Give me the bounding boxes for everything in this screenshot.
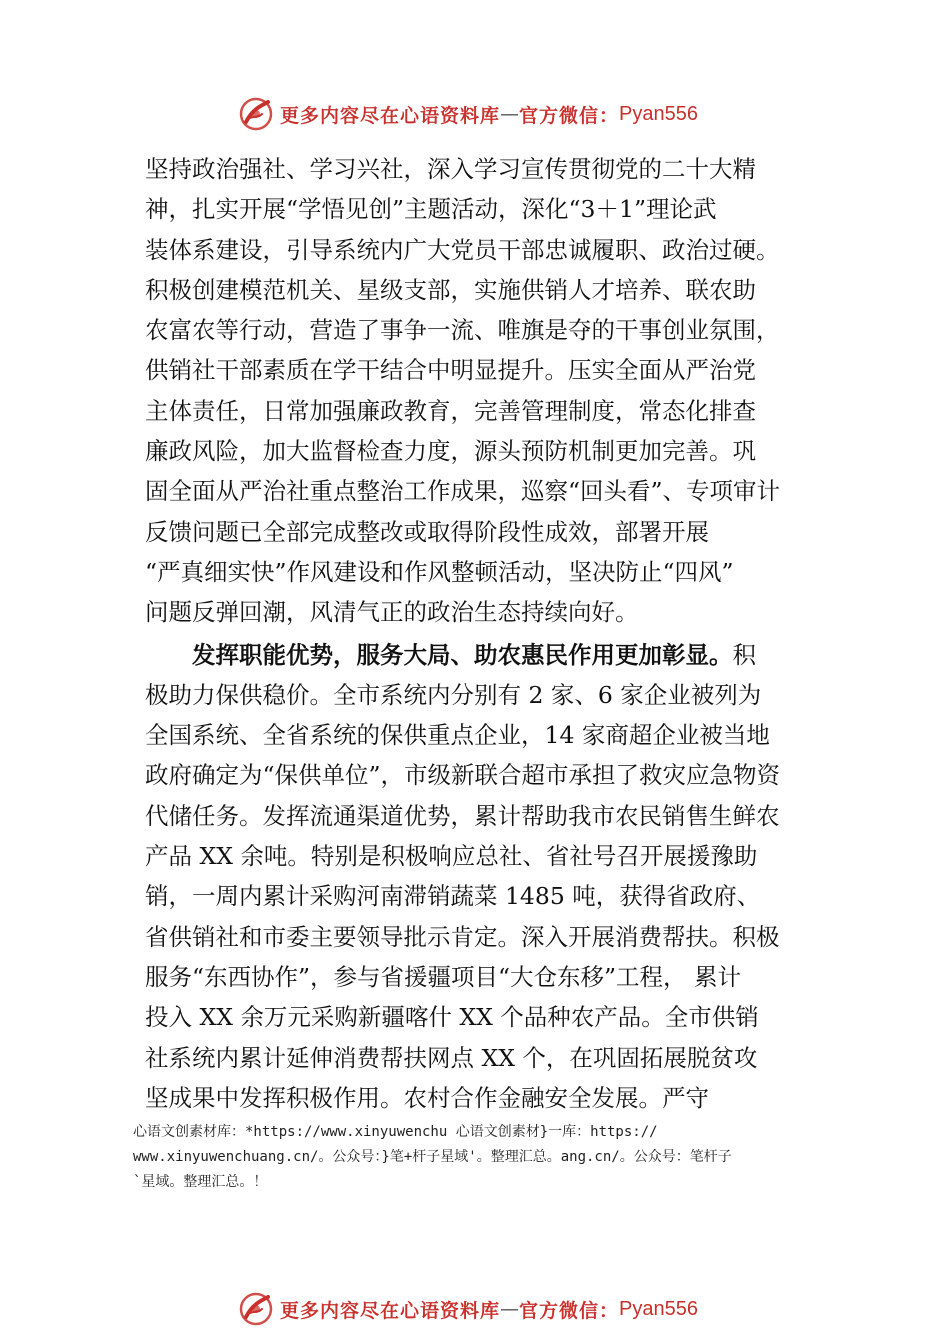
document-body — [145, 149, 820, 1118]
text-line: 销，一周内累计采购河南滞销蔬菜 1485 吨，获得省政府、 — [145, 882, 761, 911]
text-line: 极助力保供稳价。全市系统内分别有 2 家、6 家企业被列为 — [145, 680, 762, 709]
text-line: “严真细实快”作风建设和作风整顿活动，坚决防止“四风” — [145, 557, 734, 586]
paragraph-2 — [145, 635, 820, 1119]
brush-stroke-logo-icon — [238, 1291, 274, 1327]
header-banner — [238, 94, 698, 134]
text-line: 代储任务。发挥流通渠道优势，累计帮助我市农民销售生鲜农 — [145, 801, 780, 830]
text-line: 服务“东西协作”，参与省援疆项目“大仓东移”工程， 累计 — [145, 962, 742, 991]
text-line: 农富农等行动，营造了事争一流、唯旗是夺的干事创业氛围， — [145, 316, 780, 345]
brush-stroke-logo-icon — [238, 96, 274, 132]
footer-note-line: www.xinyuwenchuang.cn/。公众号：}笔+杆子星域'。整理汇总。ang.cn/。公众号：笔杆子 — [133, 1149, 732, 1165]
text-line: 供销社干部素质在学干结合中明显提升。压实全面从严治党 — [145, 356, 756, 385]
text-line: 坚成果中发挥积极作用。农村合作金融安全发展。严守 — [145, 1083, 709, 1112]
text-line: 神，扎实开展“学悟见创”主题活动，深化“3＋1”理论武 — [145, 195, 717, 224]
text-line: 问题反弹回潮，风清气正的政治生态持续向好。 — [145, 598, 639, 627]
paragraph-2-first-line — [145, 635, 820, 675]
text-line: 投入 XX 余万元采购新疆喀什 XX 个品种农产品。全市供销 — [145, 1003, 759, 1032]
banner-wechat-label: 官方微信： — [519, 1299, 620, 1322]
banner-wechat-label: 官方微信： — [519, 104, 620, 127]
text-line: 省供销社和市委主要领导批示肯定。深入开展消费帮扶。积极 — [145, 922, 780, 951]
text-line: 坚持政治强社、学习兴社，深入学习宣传贯彻党的二十大精 — [145, 155, 756, 183]
heading-tail: 积 — [732, 640, 756, 669]
text-line: 装体系建设，引导系统内广大党员干部忠诚履职、政治过硬。 — [145, 235, 780, 264]
section-heading: 发挥职能优势，服务大局、助农惠民作用更加彰显。 — [192, 640, 733, 669]
text-line: 政府确定为“保供单位”，市级新联合超市承担了救灾应急物资 — [145, 761, 781, 790]
footer-note — [133, 1120, 853, 1195]
text-line: 固全面从严治社重点整治工作成果，巡察“回头看”、专项审计 — [145, 477, 781, 506]
text-line: 廉政风险，加大监督检查力度，源头预防机制更加完善。巩 — [145, 437, 756, 466]
banner-separator: — — [500, 103, 520, 125]
footer-note-line: `星域。整理汇总。！ — [133, 1174, 268, 1190]
text-line: 反馈问题已全部完成整改或取得阶段性成效，部署开展 — [145, 517, 709, 546]
text-line: 积极创建模范机关、星级支部，实施供销人才培养、联农助 — [145, 275, 756, 304]
banner-wechat-id: Pyan556 — [619, 102, 698, 125]
text-line: 产品 XX 余吨。特别是积极响应总社、省社号召开展援豫助 — [145, 842, 758, 871]
text-line: 全国系统、全省系统的保供重点企业，14 家商超企业被当地 — [145, 721, 770, 750]
banner-separator: — — [500, 1298, 520, 1320]
text-line: 主体责任，日常加强廉政教育，完善管理制度，常态化排查 — [145, 396, 756, 425]
footer-banner — [238, 1289, 698, 1329]
banner-title: 更多内容尽在心语资料库 — [280, 104, 501, 127]
banner-title: 更多内容尽在心语资料库 — [280, 1299, 501, 1322]
paragraph-1 — [145, 149, 820, 633]
footer-note-line: 心语文创素材库：*https://www.xinyuwenchu 心语文创素材}一库：https:// — [133, 1124, 658, 1140]
text-line: 社系统内累计延伸消费帮扶网点 XX 个，在巩固拓展脱贫攻 — [145, 1043, 758, 1072]
banner-wechat-id: Pyan556 — [619, 1297, 698, 1320]
